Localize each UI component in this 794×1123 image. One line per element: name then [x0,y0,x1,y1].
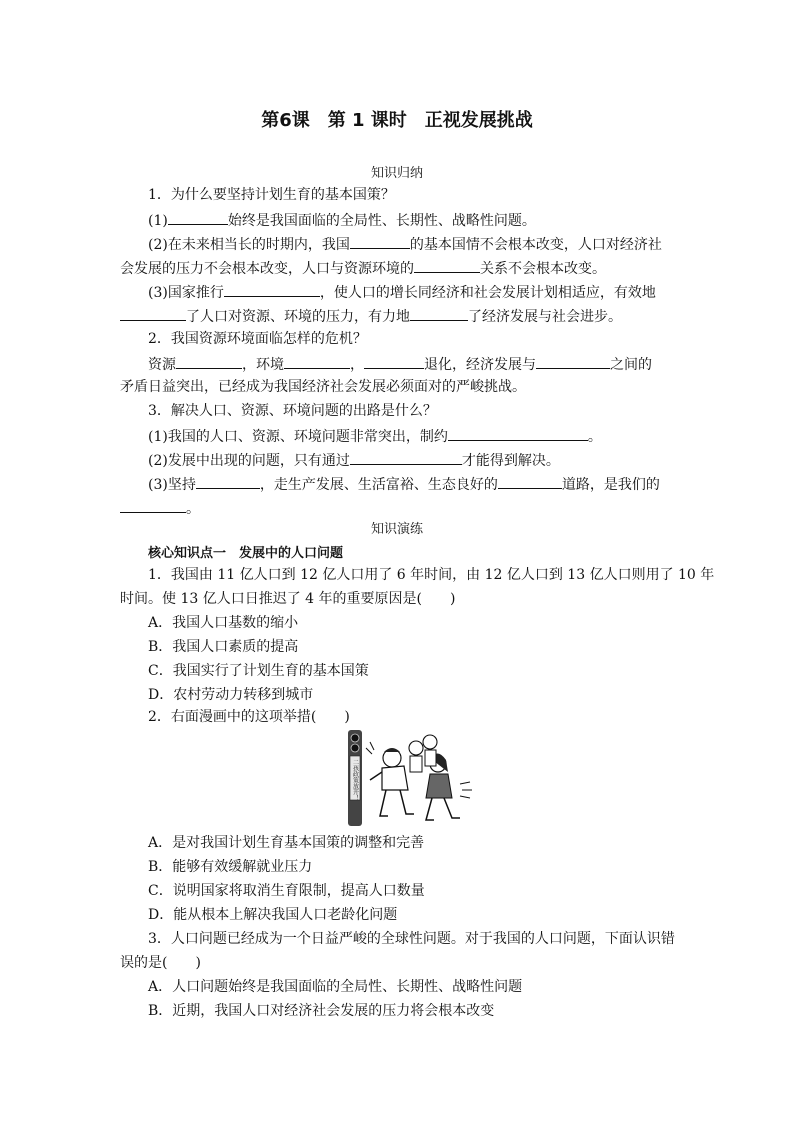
option-d[interactable]: D．能从根本上解决我国人口老龄化问题 [148,907,398,923]
page-title [0,106,794,132]
answer-blank[interactable] [350,450,462,465]
answer-blank[interactable] [350,234,410,249]
question-3-item-3: (3)坚持 ，走生产发展、生活富裕、生态良好的 道路，是我们的 [148,474,660,494]
practice-subheading: 核心知识点一 发展中的人口问题 [148,546,344,561]
question-1-item-3-cont: 了人口对资源、环境的压力，有力地 了经济发展与社会进步。 [120,306,622,326]
option-a[interactable]: A．我国人口基数的缩小 [148,615,299,631]
answer-blank[interactable] [448,426,588,441]
practice-question-3: 3．人口问题已经成为一个日益严峻的全球性问题。对于我国的人口问题，下面认识错 [148,931,675,947]
question-1-item-3: (3)国家推行 ，使人口的增长同经济和社会发展计划相适应，有效地 [148,282,656,302]
question-3-item-2: (2)发展中出现的问题，只有通过 才能得到解决。 [148,450,560,470]
answer-blank[interactable] [120,498,186,513]
question-3-item-1: (1)我国的人口、资源、环境问题非常突出，制约 。 [148,426,602,446]
answer-blank[interactable] [414,258,480,273]
section-heading-summary: 知识归纳 [370,166,423,181]
option-a[interactable]: A．人口问题始终是我国面临的全局性、长期性、战略性问题 [148,979,523,995]
option-c[interactable]: C．我国实行了计划生育的基本国策 [148,663,369,679]
answer-blank[interactable] [498,474,562,489]
option-a[interactable]: A．是对我国计划生育基本国策的调整和完善 [148,835,425,851]
answer-blank[interactable] [120,306,186,321]
title-period: 第 1 课时 [327,110,407,131]
option-d[interactable]: D．农村劳动力转移到城市 [148,687,314,703]
answer-blank[interactable] [168,210,228,225]
section-heading-practice: 知识演练 [370,522,423,537]
question-2: 2．我国资源环境面临怎样的危机？ [148,331,367,347]
practice-question-1: 1．我国由 11 亿人口到 12 亿人口用了 6 年时间，由 12 亿人口到 13 亿人口则用了 10 年 [148,567,715,583]
question-1-item-2: (2)在未来相当长的时期内，我国 的基本国情不会根本改变，人口对经济社 [148,234,662,254]
answer-blank[interactable] [284,354,350,369]
practice-question-2: 2．右面漫画中的这项举措( ) [148,709,350,725]
answer-blank[interactable] [364,354,424,369]
practice-question-1-cont: 时间。使 13 亿人口日推迟了 4 年的重要原因是( ) [120,591,456,607]
question-3: 3．解决人口、资源、环境问题的出路是什么？ [148,403,437,419]
option-c[interactable]: C．说明国家将取消生育限制，提高人口数量 [148,883,425,899]
option-b[interactable]: B．能够有效缓解就业压力 [148,859,313,875]
title-lesson: 第6课 [261,110,310,131]
question-3-item-3-cont: 。 [120,498,200,518]
question-1-item-1: (1) 始终是我国面临的全局性、长期性、战略性问题。 [148,210,536,230]
question-1-item-2-cont: 会发展的压力不会根本改变，人口与资源环境的 关系不会根本改变。 [120,258,606,278]
answer-blank[interactable] [536,354,610,369]
title-topic: 正视发展挑战 [424,110,533,131]
option-b[interactable]: B．我国人口素质的提高 [148,639,299,655]
practice-question-3-cont: 误的是( ) [120,955,201,971]
cartoon-sign-text: 二孩政策放开！ [351,759,359,801]
question-2-answer: 资源 ，环境 ， 退化，经济发展与 之间的 [148,354,652,374]
answer-blank[interactable] [196,474,260,489]
question-2-answer-cont: 矛盾日益突出，已经成为我国经济社会发展必须面对的严峻挑战。 [120,379,526,395]
answer-blank[interactable] [410,306,468,321]
question-1: 1．为什么要坚持计划生育的基本国策？ [148,187,395,203]
answer-blank[interactable] [224,282,320,297]
cartoon-illustration [342,728,478,828]
option-b[interactable]: B．近期，我国人口对经济社会发展的压力将会根本改变 [148,1003,495,1019]
answer-blank[interactable] [176,354,242,369]
